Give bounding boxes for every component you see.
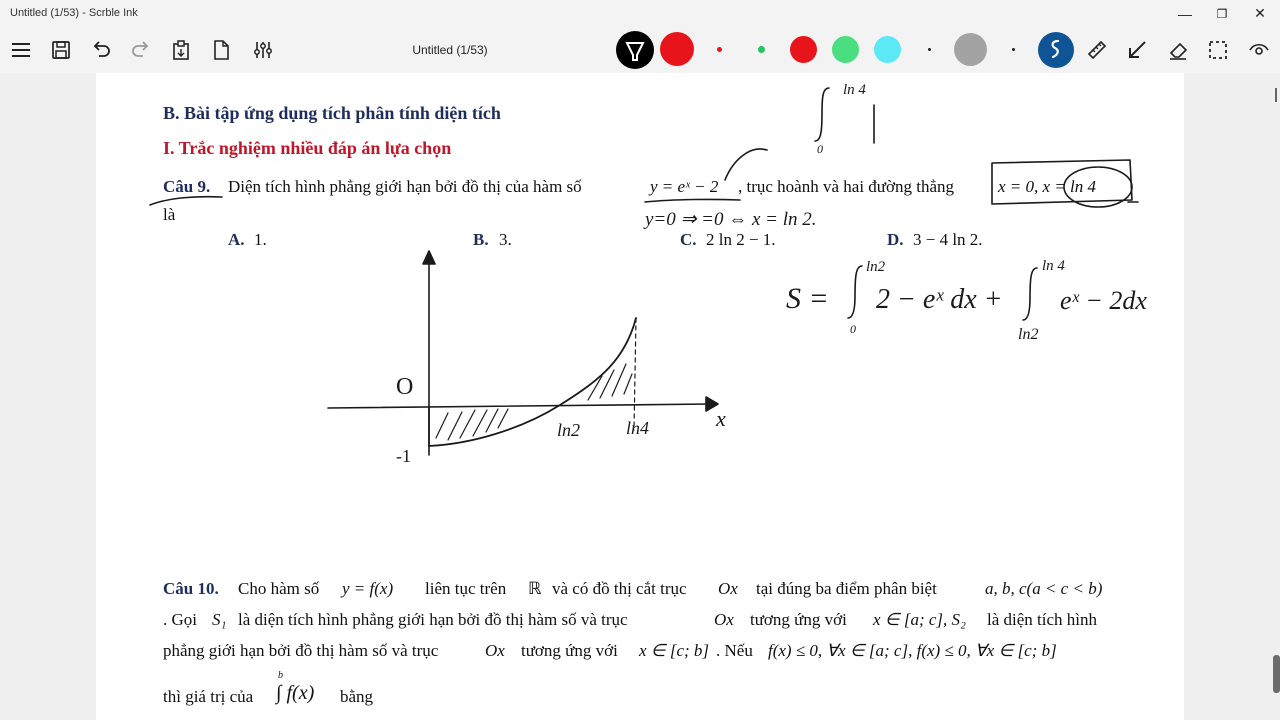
ink-S-int1-body: 2 − eˣ dx +	[876, 284, 1003, 315]
ink-S-integral-1	[848, 266, 862, 318]
q9-option-c-value: 2 ln 2 − 1.	[706, 230, 776, 249]
q10-line1-c: và có đồ thị cắt trục	[552, 579, 687, 598]
q10-line2-b: là diện tích hình phẳng giới hạn bởi đồ thị hàm số và trục	[238, 610, 628, 629]
section-i-heading: I. Trắc nghiệm nhiều đáp án lựa chọn	[163, 138, 452, 158]
graph-y-arrow	[423, 251, 435, 264]
q9-option-b-letter: B.	[473, 230, 489, 249]
q9-text-3: là	[163, 205, 176, 224]
q10-line3-c: . Nếu	[716, 641, 753, 660]
q10-line1-b: liên tục trên	[425, 579, 507, 598]
section-b-heading: B. Bài tập ứng dụng tích phân tính diện tích	[163, 103, 501, 123]
minimize-button[interactable]: —	[1178, 5, 1192, 22]
ink-q9-work: y=0 ⇒ =0 ⇔ x = ln 2.	[645, 209, 817, 230]
ink-S-integral-2	[1023, 268, 1037, 320]
q10-line1-R: ℝ	[528, 579, 542, 598]
q10-line1-d: tại đúng ba điểm phân biệt	[756, 579, 937, 598]
q9-option-d-letter: D.	[887, 230, 904, 249]
ink-S-label: S =	[786, 282, 829, 315]
ink-S-int2-upper: ln 4	[1042, 258, 1065, 274]
ink-top-integral-lower: 0	[817, 142, 823, 156]
graph-x-axis	[328, 404, 712, 408]
q10-line2-c: tương ứng với	[750, 610, 847, 629]
q10-line4-limit: b	[278, 670, 283, 681]
q9-option-d-value: 3 − 4 ln 2.	[913, 230, 983, 249]
q9-label: Câu 9.	[163, 177, 211, 196]
graph-origin-label: O	[396, 374, 414, 400]
q9-option-c-letter: C.	[680, 230, 697, 249]
ink-underline-cau9	[150, 197, 222, 205]
graph-ln4-dashed	[634, 318, 636, 430]
q9-lines: x = 0, x = ln 4	[998, 177, 1097, 196]
ink-top-integral-sign	[815, 88, 829, 141]
ink-formula-underline	[645, 199, 740, 202]
graph-ln4-label: ln4	[626, 418, 650, 438]
graph-minus1-label: -1	[396, 446, 411, 466]
graph-hatch-left	[436, 409, 508, 440]
q10-line2-S1: S₁	[212, 610, 227, 629]
document-title: Untitled (1/53)	[412, 43, 488, 57]
q9-text-1: Diện tích hình phẳng giới hạn bởi đồ thị của hàm số	[228, 177, 582, 196]
q10-line2-d: là diện tích hình	[987, 610, 1098, 629]
q9-option-b-value: 3.	[499, 230, 512, 249]
q10-line1-f: y = f(x)	[342, 579, 394, 598]
q10-line2-range: x ∈ [a; c], S₂	[873, 610, 966, 629]
ink-S-int1-lower: 0	[850, 322, 856, 336]
graph-curve	[429, 318, 636, 446]
q10-line3-range: x ∈ [c; b]	[639, 641, 710, 660]
q10-line4-a: thì giá trị của	[163, 687, 254, 706]
q10-line3-Ox: Ox	[485, 641, 505, 660]
q9-option-a-value: 1.	[254, 230, 267, 249]
q10-line4-b: bằng	[340, 687, 374, 706]
close-button[interactable]: ✕	[1254, 5, 1266, 21]
q10-line1-a: Cho hàm số	[238, 579, 320, 598]
ink-top-integral-upper: ln 4	[843, 82, 866, 98]
q10-line4-integral: ∫ f(x)	[276, 682, 315, 704]
q9-option-a-letter: A.	[228, 230, 245, 249]
q10-line3-a: phẳng giới hạn bởi đồ thị hàm số và trục	[163, 641, 439, 660]
q10-line3-cond: f(x) ≤ 0, ∀x ∈ [a; c], f(x) ≤ 0, ∀x ∈ [c; b]	[768, 641, 1057, 660]
q10-line3-b: tương ứng với	[521, 641, 618, 660]
ink-S-int2-body: eˣ − 2dx	[1060, 286, 1147, 315]
ink-lines-box	[992, 160, 1132, 204]
q10-line1-pts: a, b, c(a < c < b)	[985, 579, 1103, 598]
ink-S-int2-lower: ln2	[1018, 326, 1039, 343]
restore-button[interactable]: ❐	[1216, 6, 1228, 21]
ink-formula-arc	[725, 149, 767, 180]
ink-S-int1-upper: ln2	[866, 259, 886, 275]
graph-x-label: x	[716, 406, 726, 431]
q9-text-2: , trục hoành và hai đường thẳng	[738, 177, 955, 196]
q9-formula: y = eˣ − 2	[650, 177, 719, 196]
q10-line1-Ox: Ox	[718, 579, 738, 598]
q10-line2-Ox: Ox	[714, 610, 734, 629]
q10-label: Câu 10.	[163, 579, 219, 598]
window-title: Untitled (1/53) - Scrble Ink	[10, 7, 138, 19]
graph-ln2-label: ln2	[557, 420, 581, 440]
q10-line2-a: . Gọi	[163, 610, 197, 629]
